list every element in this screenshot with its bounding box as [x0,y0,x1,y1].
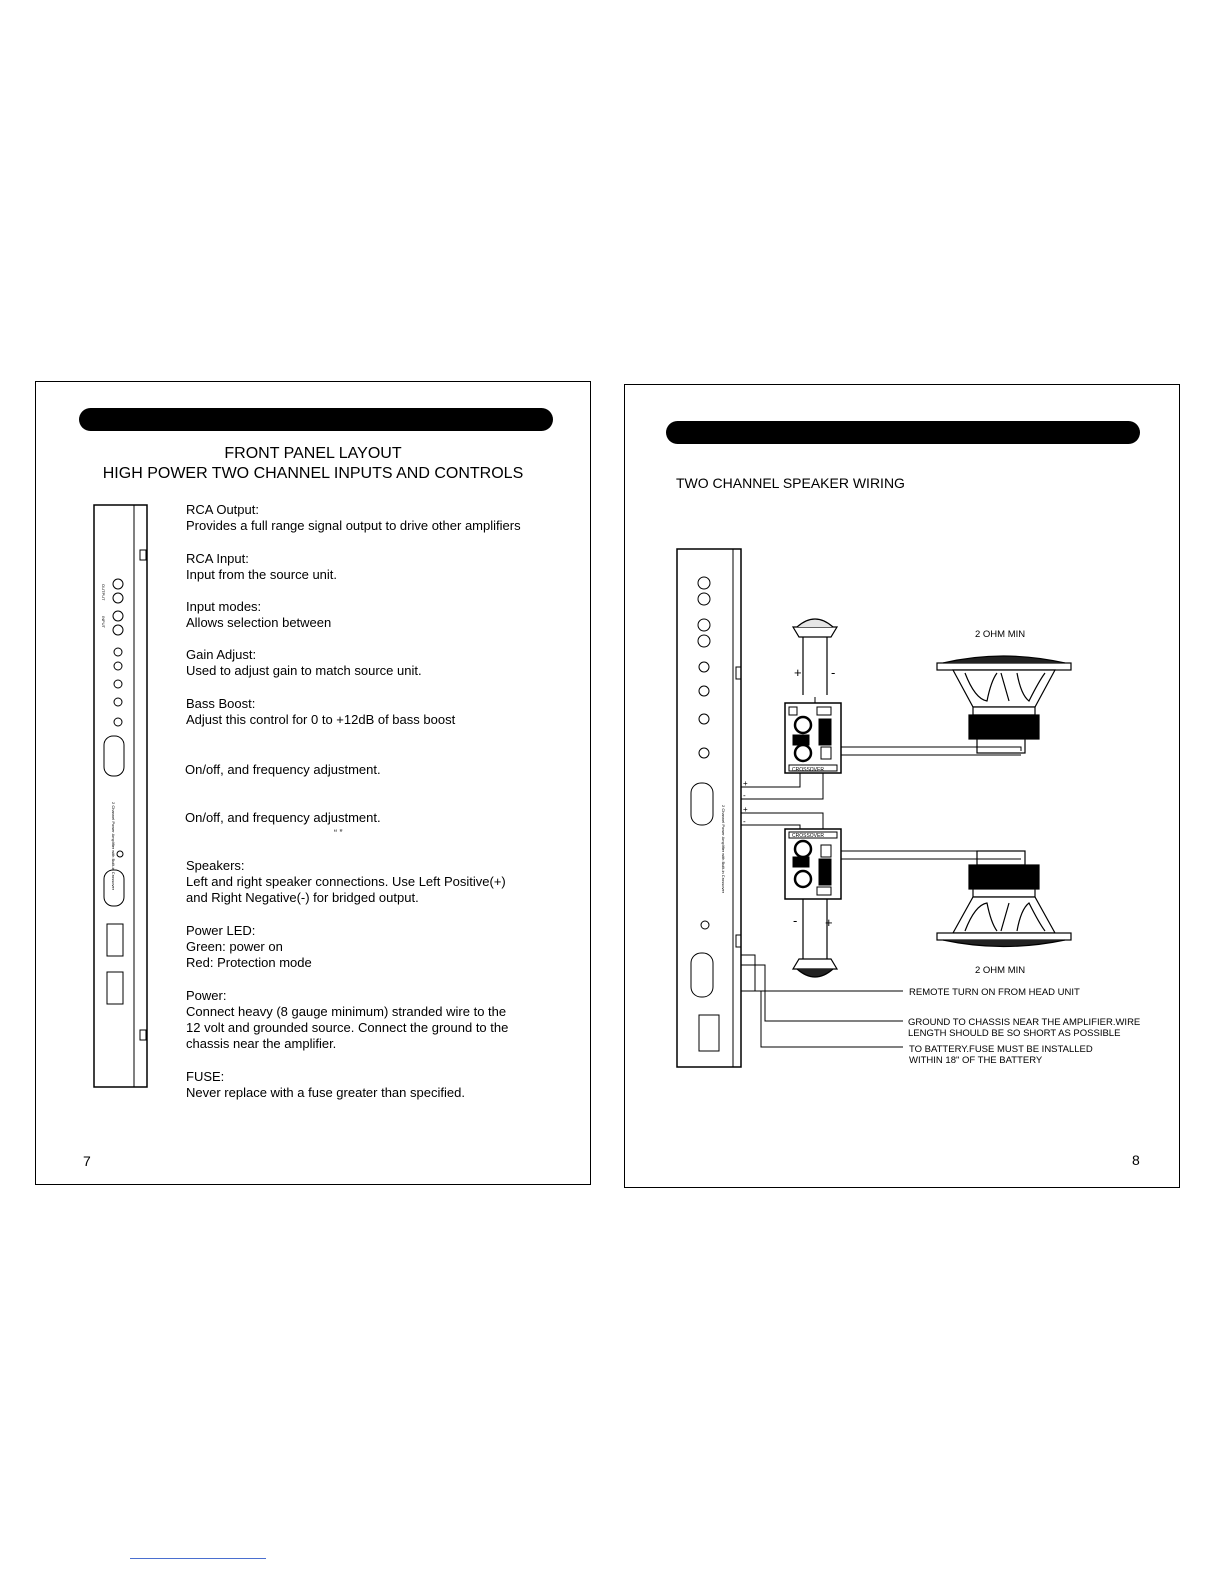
svg-text:-: - [743,817,746,826]
bottom-link-underline [130,1558,266,1559]
ohm-top: 2 OHM MIN [975,629,1026,640]
page-title: TWO CHANNEL SPEAKER WIRING [676,475,905,491]
page-title-line2: HIGH POWER TWO CHANNEL INPUTS AND CONTROLS [102,465,524,482]
ground-label: GROUND TO CHASSIS NEAR THE AMPLIFIER.WIRE LENGTH SHOULD BE SO SHORT AS POSSIBLE [908,1017,1141,1039]
power-led-desc: Power LED: Green: power on Red: Protection mode [186,923,312,970]
ohm-bottom: 2 OHM MIN [975,965,1026,976]
input-modes-desc: Input modes: Allows selection between [186,599,332,630]
header-bar [79,408,553,431]
page-number: 8 [1132,1152,1140,1168]
fuse-desc: FUSE: Never replace with a fuse greater than specified. [186,1069,465,1100]
battery-label: TO BATTERY.FUSE MUST BE INSTALLED WITHIN 18" OF THE BATTERY [909,1044,1093,1066]
svg-text:OUTPUT: OUTPUT [101,584,106,601]
minus-top: - [831,665,836,680]
remote-turn-on-label: REMOTE TURN ON FROM HEAD UNIT [909,987,1080,998]
svg-text:CROSSOVER: CROSSOVER [792,833,824,839]
speakers-desc: Speakers: Left and right speaker connections. Use Left Positive(+) and Right Negative(-) for bridged output. [186,858,506,905]
rca-output-desc: RCA Output: Provides a full range signal output to drive other amplifiers [186,502,521,533]
frequency-adjust-desc-1: On/off, and frequency adjustment. [185,762,381,777]
quote-marks: “ ” [334,828,343,838]
page-8 [624,384,1180,1188]
plus-bottom: + [825,915,833,930]
rca-input-desc: RCA Input: Input from the source unit. [186,551,338,582]
bass-boost-desc: Bass Boost: Adjust this control for 0 to +12dB of bass boost [186,696,456,727]
minus-bottom: - [793,913,798,928]
svg-text:2 Channel Power Amplifier with: 2 Channel Power Amplifier with Built-in Crossover [721,805,726,894]
page-title-line1: FRONT PANEL LAYOUT [224,445,402,462]
svg-text:+: + [743,805,748,814]
svg-text:+: + [743,779,748,788]
speaker-wiring-diagram [625,385,1179,1187]
svg-text:2 Channel Power Amplifier with: 2 Channel Power Amplifier with Built-in Crossover [111,802,116,891]
page-number: 7 [83,1153,91,1169]
gain-adjust-desc: Gain Adjust: Used to adjust gain to match source unit. [186,647,422,678]
svg-text:-: - [743,791,746,800]
plus-top: + [794,665,802,680]
amplifier-front-panel-drawing [92,502,152,1092]
power-desc: Power: Connect heavy (8 gauge minimum) stranded wire to the 12 volt and grounded source. Connect the ground to the chassis near the amplifier. [186,988,509,1051]
svg-text:INPUT: INPUT [101,616,106,628]
page-7 [35,381,591,1185]
frequency-adjust-desc-2: On/off, and frequency adjustment. [185,810,381,825]
svg-text:CROSSOVER: CROSSOVER [792,767,824,773]
